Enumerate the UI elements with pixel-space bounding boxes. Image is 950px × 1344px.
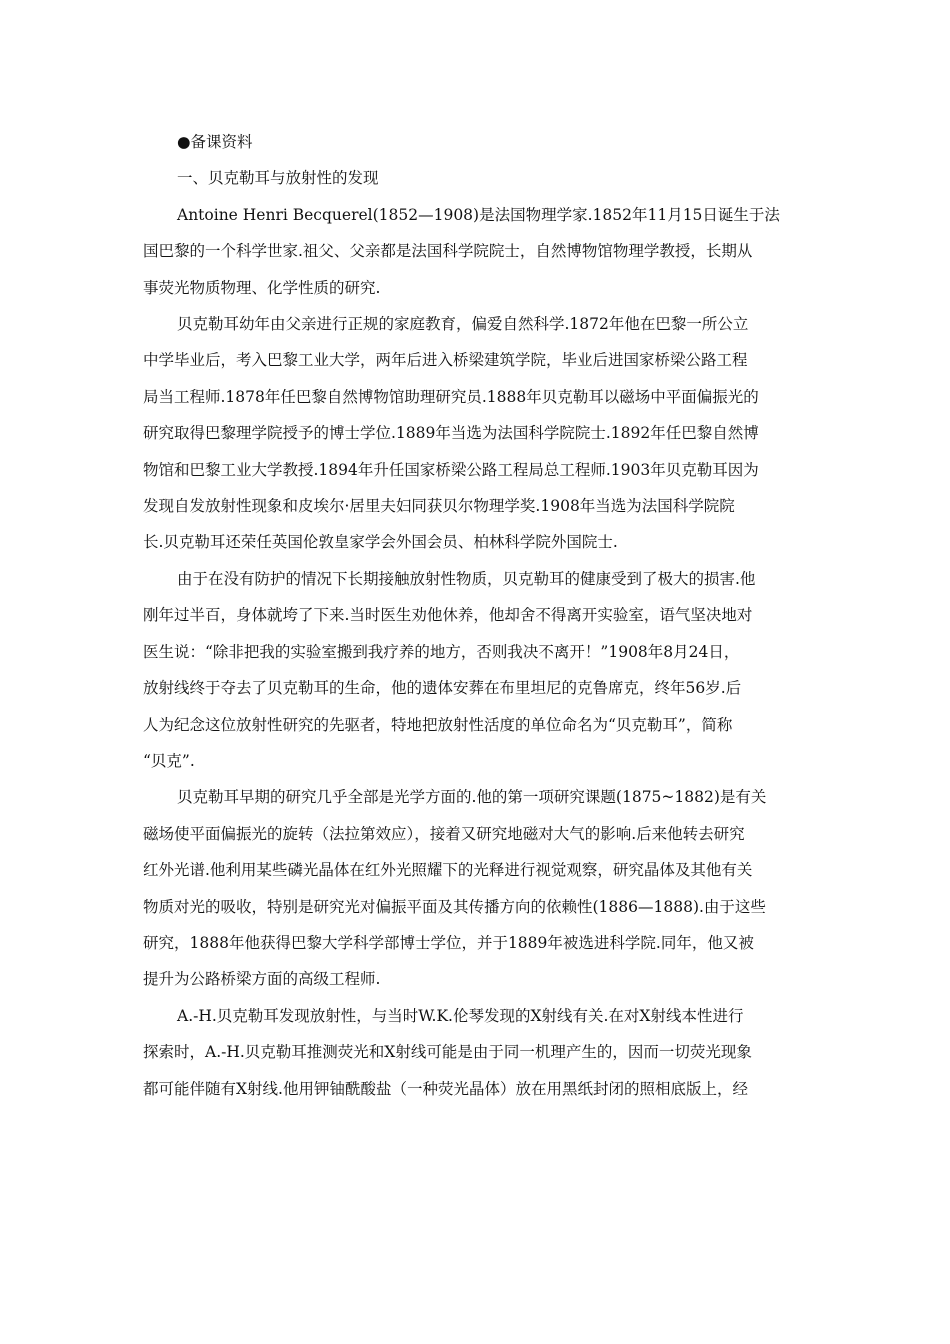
paragraph-line: 研究，1888年他获得巴黎大学科学部博士学位，并于1889年被选进科学院.同年，他又被 [143,933,754,952]
paragraph-line: 国巴黎的一个科学世家.祖父、父亲都是法国科学院院士，自然博物馆物理学教授，长期从 [143,242,753,261]
paragraph-line: 发现自发放射性现象和皮埃尔·居里夫妇同获贝尔物理学奖.1908年当选为法国科学院院 [143,497,735,516]
paragraph-line: 提升为公路桥梁方面的高级工程师. [143,970,381,989]
paragraph-line: 中学毕业后，考入巴黎工业大学，两年后进入桥梁建筑学院，毕业后进国家桥梁公路工程 [143,351,748,370]
section-label: ●备课资料 [177,133,253,151]
paragraph-1 [143,197,807,306]
paragraph-line: Antoine Henri Becquerel(1852—1908)是法国物理学家.1852年11月15日诞生于法 [177,205,780,224]
paragraph-line: 贝克勒耳早期的研究几乎全部是光学方面的.他的第一项研究课题(1875~1882)是有关 [177,788,767,807]
paragraph-line: 局当工程师.1878年任巴黎自然博物馆助理研究员.1888年贝克勒耳以磁场中平面偏振光的 [143,387,759,406]
paragraph-5 [143,998,807,1107]
paragraph-line: 刚年过半百，身体就垮了下来.当时医生劝他休养，他却舍不得离开实验室，语气坚决地对 [143,606,753,625]
paragraph-line: 红外光谱.他利用某些磷光晶体在红外光照耀下的光释进行视觉观察，研究晶体及其他有关 [143,861,753,880]
paragraph-4 [143,779,807,997]
paragraph-line: 长.贝克勒耳还荣任英国伦敦皇家学会外国会员、柏林科学院外国院士. [143,533,618,552]
paragraph-line: 贝克勒耳幼年由父亲进行正规的家庭教育，偏爱自然科学.1872年他在巴黎一所公立 [177,315,749,334]
paragraph-line: “贝克”. [143,751,195,770]
paragraph-line: 研究取得巴黎理学院授予的博士学位.1889年当选为法国科学院院士.1892年任巴黎自然博 [143,424,759,443]
paragraph-2 [143,306,807,561]
paragraph-line: 事荧光物质物理、化学性质的研究. [143,278,381,297]
paragraph-line: 物馆和巴黎工业大学教授.1894年升任国家桥梁公路工程局总工程师.1903年贝克勒耳因为 [143,460,759,479]
paragraph-line: 物质对光的吸收，特别是研究光对偏振平面及其传播方向的依赖性(1886—1888).由于这些 [143,897,766,916]
document-body [143,124,807,1107]
paragraph-line: 磁场使平面偏振光的旋转（法拉第效应），接着又研究地磁对大气的影响.后来他转去研究 [143,824,745,843]
paragraph-line: 都可能伴随有X射线.他用钾铀酰酸盐（一种荧光晶体）放在用黑纸封闭的照相底版上，经 [143,1079,748,1098]
paragraph-line: 由于在没有防护的情况下长期接触放射性物质，贝克勒耳的健康受到了极大的损害.他 [177,569,756,588]
paragraph-line: 人为纪念这位放射性研究的先驱者，特地把放射性活度的单位命名为“贝克勒耳”，简称 [143,715,733,734]
paragraph-line: 医生说：“除非把我的实验室搬到我疗养的地方，否则我决不离开！”1908年8月24日， [143,642,740,661]
section-heading: 一、贝克勒耳与放射性的发现 [177,169,379,188]
paragraph-line: 探索时，A.-H.贝克勒耳推测荧光和X射线可能是由于同一机理产生的，因而一切荧光现象 [143,1043,752,1062]
paragraph-line: 放射线终于夺去了贝克勒耳的生命，他的遗体安葬在布里坦尼的克鲁席克，终年56岁.后 [143,679,742,698]
paragraph-3 [143,561,807,779]
paragraph-line: A.-H.贝克勒耳发现放射性，与当时W.K.伦琴发现的X射线有关.在对X射线本性进行 [177,1006,744,1025]
